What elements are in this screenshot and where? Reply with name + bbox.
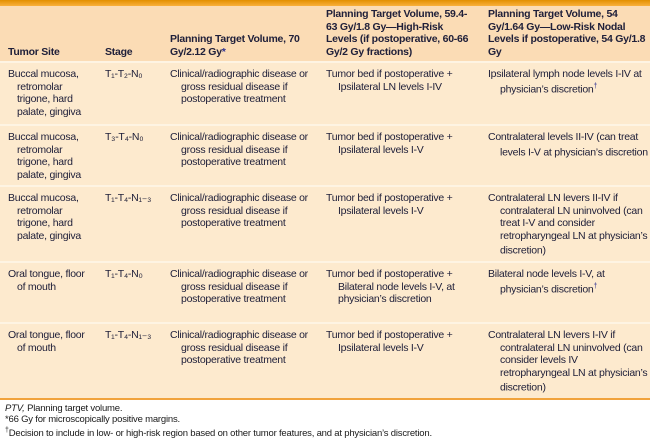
ptv-abbrev-rest: Planning target volume. [24, 403, 123, 414]
cell-tumor-site: Oral tongue, floor of mouth [8, 268, 85, 293]
cell-tumor-site: Buccal mucosa, retromolar trigone, hard palate, gingiva [8, 68, 81, 118]
asterisk-marker: * [221, 45, 226, 58]
cell-ptv-70: Clinical/radiographic disease or gross residual disease if postoperative treatment [170, 131, 308, 168]
table-row-buccal-t1t2n0 [0, 61, 650, 124]
header-ptv-70-label: Planning Target Volume, 70 Gy/2.12 Gy [170, 33, 300, 58]
cell-ptv-70: Clinical/radiographic disease or gross residual disease if postoperative treatment [170, 329, 308, 366]
table-row-oral-tongue-t1t4n0 [0, 261, 650, 322]
footnote-dagger-marker: † [5, 427, 9, 434]
cell-ptv-high-risk: Tumor bed if postoperative + Ipsilateral levels I-V [326, 192, 453, 217]
dagger-marker: † [593, 82, 598, 90]
footnote-ptv-abbreviation [5, 403, 644, 414]
table-row-oral-tongue-t1t4n13 [0, 322, 650, 398]
cell-ptv-70: Clinical/radiographic disease or gross residual disease if postoperative treatment [170, 192, 308, 229]
cell-ptv-high-risk: Tumor bed if postoperative + Bilateral node levels I-V, at physician’s discretion [326, 268, 455, 305]
column-header-ptv-high-risk: Planning Target Volume, 59.4-63 Gy/1.8 Gy—High-Risk Levels (if postoperative, 60-66 Gy/2 Gy fractions) [326, 8, 469, 58]
footnotes [0, 400, 650, 439]
cell-tumor-site: Oral tongue, floor of mouth [8, 329, 85, 354]
cell-ptv-70: Clinical/radiographic disease or gross residual disease if postoperative treatment [170, 268, 308, 305]
column-header-stage: Stage [105, 45, 133, 58]
treatment-planning-table [0, 6, 650, 398]
table-header-row [0, 6, 650, 61]
cell-stage: T₁-T₄-N₁₋₃ [105, 329, 152, 341]
cell-ptv-70: Clinical/radiographic disease or gross residual disease if postoperative treatment [170, 68, 308, 105]
table-row-buccal-t1t4n13 [0, 185, 650, 261]
cell-ptv-high-risk: Tumor bed if postoperative + Ipsilateral levels I-V [326, 329, 453, 354]
cell-tumor-site: Buccal mucosa, retromolar trigone, hard palate, gingiva [8, 192, 81, 242]
ptv-low-text: Bilateral node levels I-V, at physician’s discretion [488, 268, 605, 295]
footnote-dagger [5, 425, 644, 439]
cell-stage: T₁-T₂-N₀ [105, 68, 143, 80]
cell-ptv-low-risk [478, 187, 650, 261]
cell-ptv-low-risk [478, 126, 650, 163]
cell-ptv-low-risk [478, 324, 650, 398]
column-header-tumor-site: Tumor Site [8, 45, 60, 58]
cell-ptv-low-risk [478, 63, 650, 100]
cell-stage: T₃-T₄-N₀ [105, 131, 144, 143]
cell-ptv-high-risk: Tumor bed if postoperative + Ipsilateral levels I-V [326, 131, 453, 156]
column-header-ptv-70 [158, 31, 316, 58]
cell-tumor-site: Buccal mucosa, retromolar trigone, hard palate, gingiva [8, 131, 81, 181]
dagger-marker: † [593, 282, 598, 290]
ptv-low-text: Contralateral LN levers I-IV if contralateral LN uninvolved (can consider levels IV retropharyngeal LN at physician’s discretion) [488, 329, 648, 394]
ptv-low-text: Contralateral levels II-IV (can treat levels I-V at physician’s discretion [488, 131, 648, 158]
table-row-buccal-t3t4n0 [0, 124, 650, 185]
footnote-dagger-text: Decision to include in low- or high-risk region based on other tumor features, and at physician’s discretion. [8, 428, 432, 439]
cell-stage: T₁-T₄-N₀ [105, 268, 143, 280]
ptv-low-text: Ipsilateral lymph node levels I-IV at physician’s discretion [488, 68, 642, 95]
cell-ptv-high-risk: Tumor bed if postoperative + Ipsilateral LN levels I-IV [326, 68, 453, 93]
cell-stage: T₁-T₄-N₁₋₃ [105, 192, 152, 204]
column-header-ptv-low-risk: Planning Target Volume, 54 Gy/1.64 Gy—Low-Risk Nodal Levels if postoperative, 54 Gy/1.8 Gy [488, 8, 646, 58]
cell-ptv-low-risk [478, 263, 650, 300]
footnote-asterisk: *66 Gy for microscopically positive margins. [5, 414, 180, 425]
ptv-abbrev-lead: PTV, [5, 403, 25, 414]
ptv-low-text: Contralateral LN levers II-IV if contralateral LN uninvolved (can treat I-V and consider retropharyngeal LN at physician’s discretion) [488, 192, 648, 257]
